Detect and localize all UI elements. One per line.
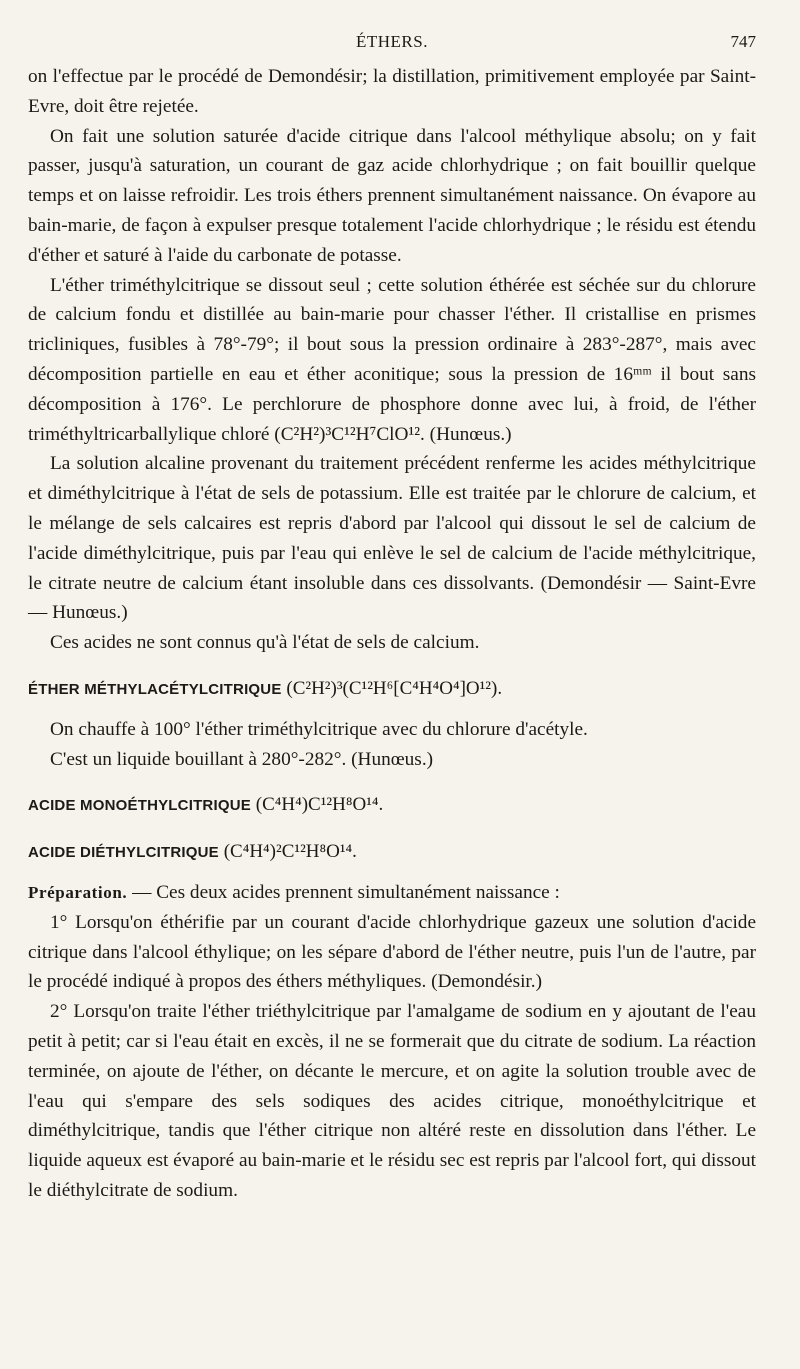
section-heading — [28, 790, 756, 821]
preparation-intro — [28, 878, 756, 908]
section-title: ACIDE MONOÉTHYLCITRIQUE — [28, 797, 251, 815]
preparation-intro-text: — Ces deux acides prennent simultanément naissance : — [127, 881, 560, 903]
section-title: ÉTHER MÉTHYLACÉTYLCITRIQUE — [28, 680, 282, 698]
paragraph: Ces acides ne sont connus qu'à l'état de sels de calcium. — [50, 632, 480, 654]
section-formula: (C⁴H⁴)²C¹²H⁸O¹⁴. — [223, 841, 357, 863]
preparation-label: Préparation. — [28, 882, 128, 902]
page-number: 747 — [730, 32, 756, 51]
paragraph: On fait une solution saturée d'acide citrique dans l'alcool méthylique absolu; on y fait passer, jusqu'à saturation, un courant de gaz acide chlorhydrique ; on fait bouillir quelque temps et on laisse refroidir. Les trois éthers prennent simultanément naissance. On évapore au bain-marie, de façon à expulser presque totalement l'acide chlorhydrique ; le résidu est étendu d'éther et saturé à l'aide du carbonate de potasse. — [28, 125, 756, 266]
section-title: ACIDE DIÉTHYLCITRIQUE — [28, 844, 219, 862]
paragraph: C'est un liquide bouillant à 280°-282°. (Hunœus.) — [50, 748, 434, 770]
paragraph: 2° Lorsqu'on traite l'éther triéthylcitrique par l'amalgame de sodium en y ajoutant de l'eau petit à petit; car si l'eau était en excès, il ne se formerait que du citrate de sodium. La réaction terminée, on ajoute de l'éther, on décante le mercure, et on agite la solution trouble avec de l'eau qui s'empare des sels sodiques des acides citrique, monoéthylcitrique et diméthylcitrique, tandis que l'éther citrique non altéré reste en dissolution dans l'éther. Le liquide aqueux est évaporé au bain-marie et le résidu sec est repris par l'alcool fort, qui dissout le diéthylcitrate de sodium. — [28, 1001, 756, 1201]
page-body — [28, 62, 756, 1206]
paragraph: 1° Lorsqu'on éthérifie par un courant d'acide chlorhydrique gazeux une solution d'acide citrique dans l'alcool éthylique; on les sépare d'abord de l'éther neutre, puis l'un de l'autre, par le procédé indiqué à propos des éthers méthyliques. (Demondésir.) — [28, 911, 756, 993]
section-formula: (C⁴H⁴)C¹²H⁸O¹⁴. — [255, 794, 384, 816]
section-formula: (C²H²)³(C¹²H⁶[C⁴H⁴O⁴]O¹²). — [286, 677, 503, 699]
paragraph: La solution alcaline provenant du traitement précédent renferme les acides méthylcitrique et diméthylcitrique à l'état de sels de potassium. Elle est traitée par le chlorure de calcium, et le mélange de sels calcaires est repris d'abord par l'alcool qui dissout le sel de calcium de l'acide diméthylcitrique, puis par l'eau qui enlève le sel de calcium de l'acide méthylcitrique, le citrate neutre de calcium étant insoluble dans ces dissolvants. (Demondésir — Saint-Evre — Hunœus.) — [28, 453, 756, 624]
paragraph: On chauffe à 100° l'éther triméthylcitrique avec du chlorure d'acétyle. — [50, 718, 588, 740]
section-heading — [28, 837, 756, 868]
section-heading — [28, 674, 756, 705]
running-header — [28, 32, 756, 56]
paragraph: on l'effectue par le procédé de Demondésir; la distillation, primitivement employée par Saint-Evre, doit être rejetée. — [28, 66, 756, 117]
header-title: ÉTHERS. — [356, 32, 428, 51]
paragraph: L'éther triméthylcitrique se dissout seul ; cette solution éthérée est séchée sur du chlorure de calcium fondu et distillée au bain-marie pour chasser l'éther. Il cristallise en prismes tricliniques, fusibles à 78°-79°; il bout sous la pression ordinaire à 283°-287°, mais avec décomposition partielle en eau et éther aconitique; sous la pression de 16ᵐᵐ il bout sans décomposition à 176°. Le perchlorure de phosphore donne avec lui, à froid, de l'éther triméthyltricarballylique chloré (C²H²)³C¹²H⁷ClO¹². (Hunœus.) — [28, 274, 756, 445]
